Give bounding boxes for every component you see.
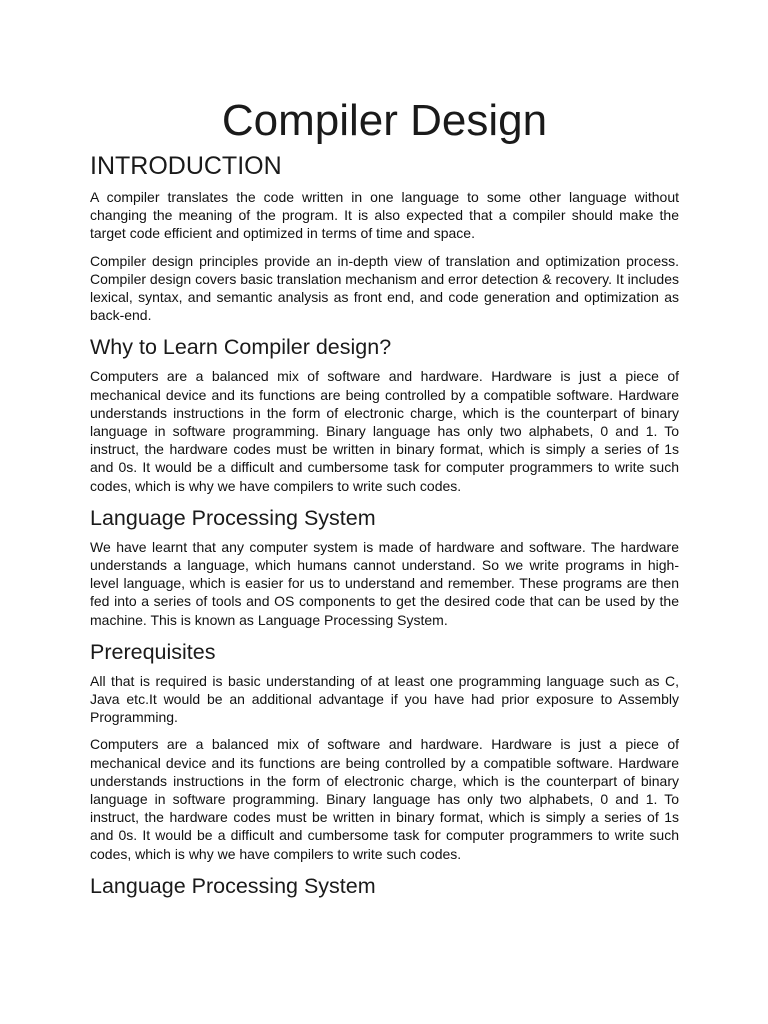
section-heading-language-processing-system-2: Language Processing System xyxy=(90,873,376,898)
section-heading-why-learn: Why to Learn Compiler design? xyxy=(90,335,392,360)
language-processing-paragraph: We have learnt that any computer system is made of hardware and software. The hardware understands a language, which humans cannot understand. So we write programs in high-level language, which is easier for us to understand and remember. These programs are then fed into a series of tools and OS components to get the desired code that can be used by the machine. This is known as Language Processing System. xyxy=(90,538,679,628)
section-heading-introduction: INTRODUCTION xyxy=(90,152,282,180)
section-heading-language-processing-system: Language Processing System xyxy=(90,505,376,530)
introduction-paragraph-1: A compiler translates the code written in one language to some other language without changing the meaning of the program. It is also expected that a compiler should make the target code efficient and optimized in terms of time and space. xyxy=(90,189,679,242)
why-learn-paragraph: Computers are a balanced mix of software and hardware. Hardware is just a piece of mechanical device and its functions are being controlled by a compatible software. Hardware understands instructions in the form of electronic charge, which is the counterpart of binary language in software programming. Binary language has only two alphabets, 0 and 1. To instruct, the hardware codes must be written in binary format, which is simply a series of 1s and 0s. It would be a difficult and cumbersome task for computer programmers to write such codes, which is why we have compilers to write such codes. xyxy=(90,368,679,494)
document-page xyxy=(90,92,679,906)
section-heading-prerequisites: Prerequisites xyxy=(90,639,216,664)
prerequisites-paragraph-2: Computers are a balanced mix of software and hardware. Hardware is just a piece of mechanical device and its functions are being controlled by a compatible software. Hardware understands instructions in the form of electronic charge, which is the counterpart of binary language in software programming. Binary language has only two alphabets, 0 and 1. To instruct, the hardware codes must be written in binary format, which is simply a series of 1s and 0s. It would be a difficult and cumbersome task for computer programmers to write such codes, which is why we have compilers to write such codes. xyxy=(90,736,679,862)
document-title: Compiler Design xyxy=(221,96,548,145)
introduction-paragraph-2: Compiler design principles provide an in-depth view of translation and optimization process. Compiler design covers basic translation mechanism and error detection & recovery. It includes lexical, syntax, and semantic analysis as front end, and code generation and optimization as back-end. xyxy=(90,252,679,324)
prerequisites-paragraph-1: All that is required is basic understanding of at least one programming language such as C, Java etc.It would be an additional advantage if you have had prior exposure to Assembly Programming. xyxy=(90,672,679,726)
